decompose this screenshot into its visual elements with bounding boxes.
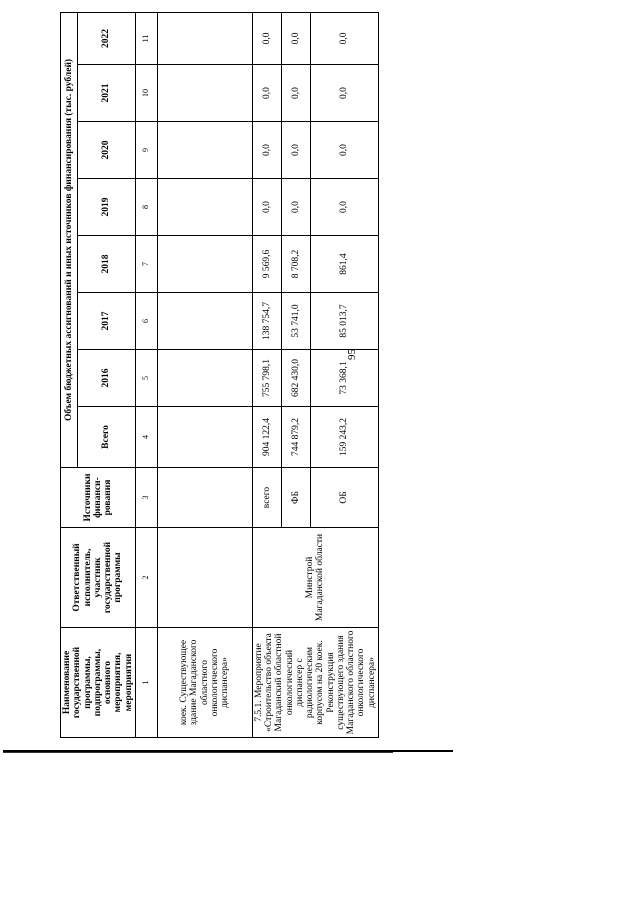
empty-cell bbox=[157, 236, 252, 293]
value-cell: 0,0 bbox=[281, 65, 310, 122]
empty-cell bbox=[157, 179, 252, 236]
value-cell: 0,0 bbox=[281, 12, 310, 64]
empty-cell bbox=[157, 293, 252, 350]
empty-cell bbox=[157, 65, 252, 122]
value-cell: 8 708,2 bbox=[281, 236, 310, 293]
financing-table bbox=[60, 12, 379, 738]
value-cell: 0,0 bbox=[281, 122, 310, 179]
source-cell: ФБ bbox=[281, 468, 310, 528]
header-sources: Источники финанси-рования bbox=[61, 468, 136, 528]
header-responsible: Ответственный исполнитель, участник государственной программы bbox=[61, 528, 136, 628]
column-number: 8 bbox=[135, 179, 157, 236]
empty-cell bbox=[157, 350, 252, 407]
value-cell: 755 798,1 bbox=[252, 350, 281, 407]
measure-name-part1: 7.5.1. Мероприятие «Строительство объекта Магаданский областной онкологический диспансер с радиологическим корпусом на 20 коек. bbox=[253, 633, 326, 732]
header-volume-group: Объем бюджетных ассигнований и иных источников финансирования (тыс. рублей) bbox=[61, 12, 78, 467]
empty-cell bbox=[157, 12, 252, 64]
value-cell: 9 569,6 bbox=[252, 236, 281, 293]
value-cell: 0,0 bbox=[252, 179, 281, 236]
value-cell: 0,0 bbox=[281, 179, 310, 236]
value-cell: 0,0 bbox=[310, 65, 378, 122]
column-number: 3 bbox=[135, 468, 157, 528]
column-number: 6 bbox=[135, 293, 157, 350]
value-cell: 0,0 bbox=[252, 122, 281, 179]
column-number: 10 bbox=[135, 65, 157, 122]
column-number: 4 bbox=[135, 407, 157, 468]
header-year: 2017 bbox=[77, 293, 135, 350]
header-name: Наименование государственной программы, подпрограммы, основного мероприятия, мероприятия bbox=[61, 628, 136, 738]
value-cell: 138 754,7 bbox=[252, 293, 281, 350]
column-number: 2 bbox=[135, 528, 157, 628]
value-cell: 861,4 bbox=[310, 236, 378, 293]
column-number: 11 bbox=[135, 12, 157, 64]
source-cell: всего bbox=[252, 468, 281, 528]
value-cell: 0,0 bbox=[310, 122, 378, 179]
value-cell: 0,0 bbox=[252, 65, 281, 122]
empty-cell bbox=[157, 407, 252, 468]
value-cell: 73 368,1 bbox=[310, 350, 378, 407]
page-number: 95 bbox=[346, 349, 358, 360]
value-cell: 85 013,7 bbox=[310, 293, 378, 350]
header-total: Всего bbox=[77, 407, 135, 468]
measure-name-cell bbox=[252, 628, 378, 738]
column-number: 5 bbox=[135, 350, 157, 407]
value-cell: 159 243,2 bbox=[310, 407, 378, 468]
responsible-cell: Минстрой Магаданской области bbox=[252, 528, 378, 628]
empty-cell bbox=[157, 528, 252, 628]
value-cell: 904 122,4 bbox=[252, 407, 281, 468]
value-cell: 744 879,2 bbox=[281, 407, 310, 468]
header-year: 2022 bbox=[77, 12, 135, 64]
header-year: 2018 bbox=[77, 236, 135, 293]
column-number: 7 bbox=[135, 236, 157, 293]
horizontal-rule-thin bbox=[3, 752, 393, 753]
measure-name-part2: Реконструкция существующего здания Магаданского областного онкологического диспансера» bbox=[325, 630, 377, 735]
empty-cell bbox=[157, 468, 252, 528]
header-year: 2019 bbox=[77, 179, 135, 236]
value-cell: 682 430,0 bbox=[281, 350, 310, 407]
header-year: 2021 bbox=[77, 65, 135, 122]
column-number: 9 bbox=[135, 122, 157, 179]
header-year: 2016 bbox=[77, 350, 135, 407]
value-cell: 0,0 bbox=[310, 12, 378, 64]
source-cell: ОБ bbox=[310, 468, 378, 528]
value-cell: 0,0 bbox=[252, 12, 281, 64]
column-number: 1 bbox=[135, 628, 157, 738]
value-cell: 0,0 bbox=[310, 179, 378, 236]
continuation-name-cell: коек. Существующее здание Магаданского областного онкологического диспансера» bbox=[157, 628, 252, 738]
value-cell: 53 741,0 bbox=[281, 293, 310, 350]
header-year: 2020 bbox=[77, 122, 135, 179]
rotated-table-container bbox=[60, 13, 377, 738]
empty-cell bbox=[157, 122, 252, 179]
